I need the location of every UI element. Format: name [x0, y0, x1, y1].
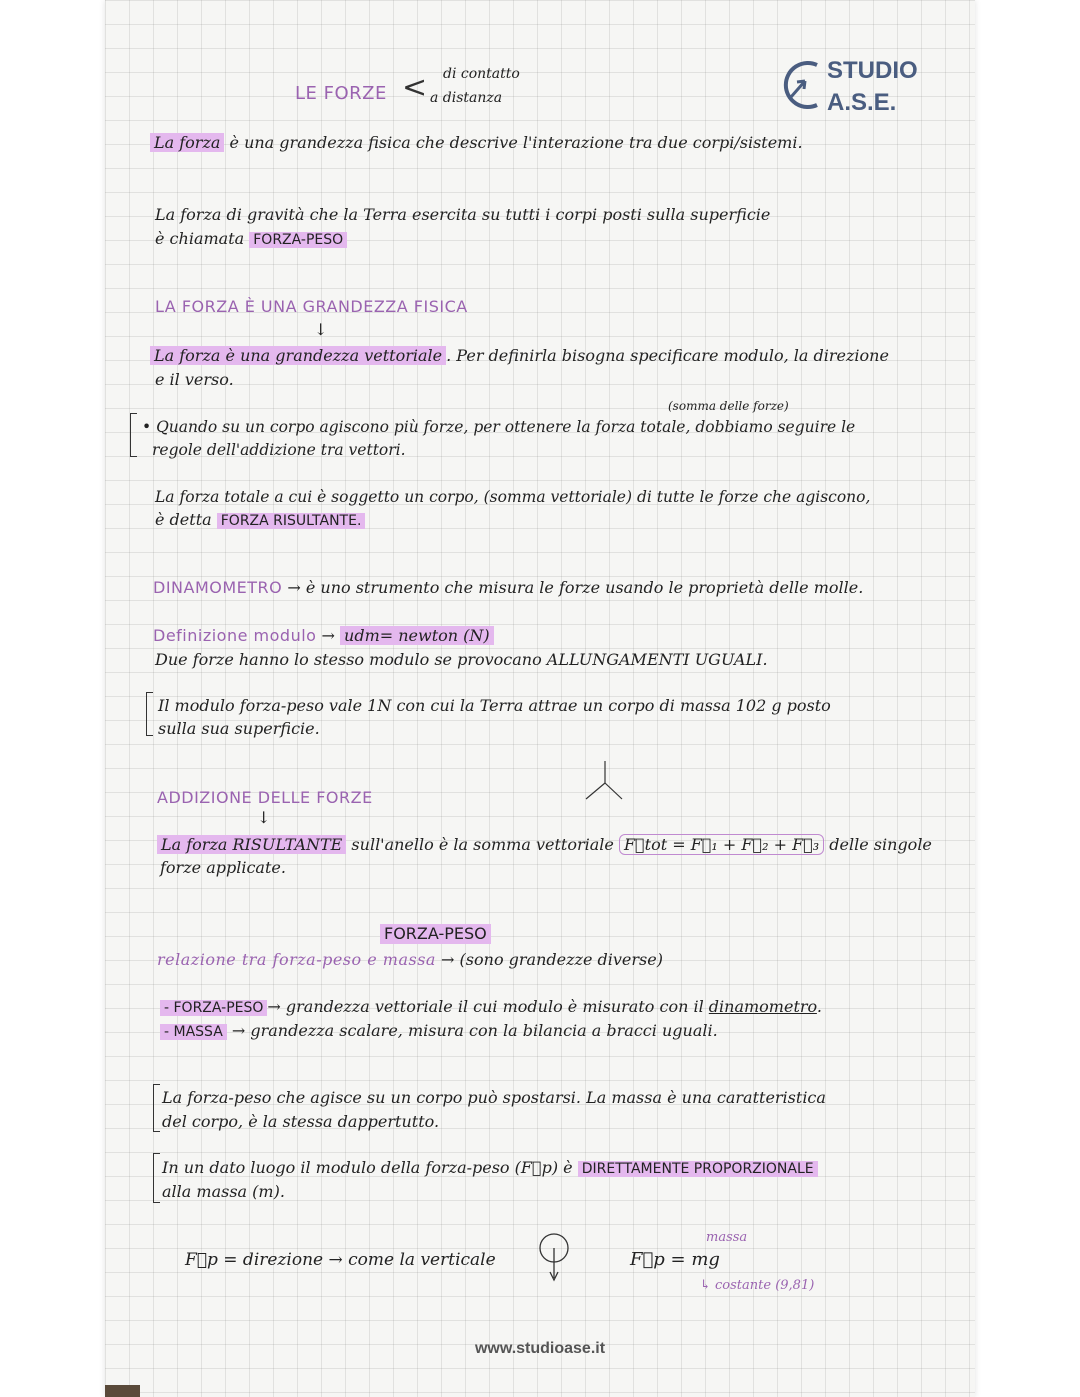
weight-vector-sketch [532, 1230, 576, 1284]
applied-forces-line: forze applicate. [160, 858, 286, 877]
highlight-forza-risultante: La forza RISULTANTE [157, 835, 346, 854]
logo-arc-icon [777, 57, 825, 113]
gravity-line: La forza di gravità che la Terra esercita su tutti i corpi posti sulla superficie [155, 205, 771, 224]
vertical-text: come la verticale [342, 1250, 496, 1270]
direction-text: F⃗p = direzione [185, 1250, 324, 1270]
relation-text: (sono grandezze diverse) [454, 950, 663, 969]
formula-fp-mg: F⃗p = mg [630, 1249, 720, 1270]
proportional-line-2: alla massa (m). [162, 1182, 285, 1201]
note-somma-forze: (somma delle forze) [668, 399, 789, 413]
definition-line [150, 133, 803, 153]
sum-rule-line: • Quando su un corpo agiscono più forze, per ottenere la forza totale, dobbiamo seguire le [142, 418, 856, 436]
arrow-icon: → [226, 1021, 246, 1040]
forza-peso-def-text: grandezza vettoriale il cui modulo è misurato con il [280, 997, 709, 1016]
total-force-line-2 [155, 510, 365, 531]
page-title: LE FORZE [295, 83, 387, 104]
bracket-mark [130, 413, 137, 457]
heading-definizione-modulo: Definizione modulo [153, 626, 317, 645]
title-sub-distance: a distanza [430, 90, 503, 106]
vector-text: . Per definirla bisogna specificare modulo, la direzione [446, 346, 889, 365]
massa-def-line [160, 1021, 718, 1042]
formula-ftot: F⃗tot = F⃗₁ + F⃗₂ + F⃗₃ [619, 834, 824, 855]
vector-line [150, 346, 889, 366]
heading-grandezza-fisica: LA FORZA È UNA GRANDEZZA FISICA [155, 297, 468, 316]
costante-text: costante (9,81) [715, 1278, 815, 1293]
heading-dinamometro: DINAMOMETRO [153, 578, 283, 597]
called-text: è chiamata [155, 229, 250, 248]
total-force-line: La forza totale a cui è soggetto un corpo, (somma vettoriale) di tutte le forze che agiscono, [155, 488, 871, 506]
equal-stretch-line: Due forze hanno lo stesso modulo se provocano ALLUNGAMENTI UGUALI. [155, 650, 768, 669]
module-def-line [153, 626, 494, 646]
bracket-mark [153, 1153, 160, 1203]
arrow-icon: ↳ [700, 1278, 716, 1293]
title-sub-contact: di contatto [443, 66, 520, 82]
detta-text: è detta [155, 510, 217, 529]
highlight-massa-item: - MASSA [160, 1024, 227, 1040]
proportional-line [162, 1158, 818, 1179]
heading-forza-peso: FORZA-PESO [380, 924, 491, 944]
studio-ase-logo [775, 55, 935, 125]
direction-line [185, 1250, 496, 1270]
arrow-icon: → [316, 626, 341, 645]
highlight-vettoriale: La forza è una grandezza vettoriale [150, 346, 446, 365]
weight-mass-line: La forza-peso che agisce su un corpo può spostarsi. La massa è una caratteristica [162, 1088, 826, 1107]
corner-mark [105, 1385, 140, 1397]
force-vectors-sketch [580, 755, 630, 805]
massa-def-text: grandezza scalare, misura con la bilancia a bracci uguali. [245, 1021, 718, 1040]
arrow-icon: → [267, 997, 281, 1016]
highlight-forza-peso-item: - FORZA-PESO [160, 1000, 267, 1016]
highlight-udm: udm= newton (N) [340, 626, 494, 645]
dynamometer-text: è uno strumento che misura le forze usando le proprietà delle molle. [300, 578, 864, 597]
definition-text: è una grandezza fisica che descrive l'interazione tra due corpi/sistemi. [224, 133, 803, 152]
vector-line-2: e il verso. [155, 370, 234, 389]
resultant-text: sull'anello è la somma vettoriale [346, 835, 619, 854]
arrow-icon: → [282, 578, 301, 597]
costante-note [700, 1276, 814, 1296]
heading-relazione: relazione tra forza-peso e massa [157, 950, 436, 969]
highlight-forza-peso: FORZA-PESO [249, 232, 347, 248]
single-text: delle singole [824, 835, 932, 854]
forza-peso-def-line [160, 997, 822, 1018]
heading-addizione: ADDIZIONE DELLE FORZE [157, 788, 373, 807]
bracket-mark [146, 692, 153, 736]
massa-note: massa [706, 1230, 748, 1245]
period: . [816, 997, 822, 1016]
dynamometer-line [153, 578, 863, 598]
gravity-line-2 [155, 229, 347, 250]
down-arrow-icon: ↓ [314, 320, 328, 339]
footer-url: www.studioase.it [474, 1340, 606, 1357]
weight-module-line: Il modulo forza-peso vale 1N con cui la Terra attrae un corpo di massa 102 g posto [158, 696, 831, 715]
arrow-icon: → [323, 1250, 343, 1270]
proportional-text: In un dato luogo il modulo della forza-peso (F⃗p) è [162, 1158, 578, 1177]
relation-line [157, 950, 663, 970]
arrow-icon: → [435, 950, 455, 969]
logo-line-1: STUDIO [827, 57, 918, 84]
weight-module-line-2: sulla sua superficie. [158, 719, 320, 738]
highlight-direttamente: DIRETTAMENTE PROPORZIONALE [578, 1161, 818, 1177]
dinamometro-underlined: dinamometro [708, 997, 817, 1016]
bracket-mark [153, 1084, 160, 1132]
sum-rule-line-2: regole dell'addizione tra vettori. [152, 441, 406, 459]
bracket-symbol: < [402, 70, 428, 105]
logo-line-2: A.S.E. [827, 89, 897, 116]
highlight-forza: La forza [150, 133, 224, 152]
down-arrow-icon: ↓ [257, 808, 271, 827]
weight-mass-line-2: del corpo, è la stessa dappertutto. [162, 1112, 440, 1131]
highlight-risultante: FORZA RISULTANTE. [217, 513, 366, 529]
resultant-line [157, 835, 932, 855]
